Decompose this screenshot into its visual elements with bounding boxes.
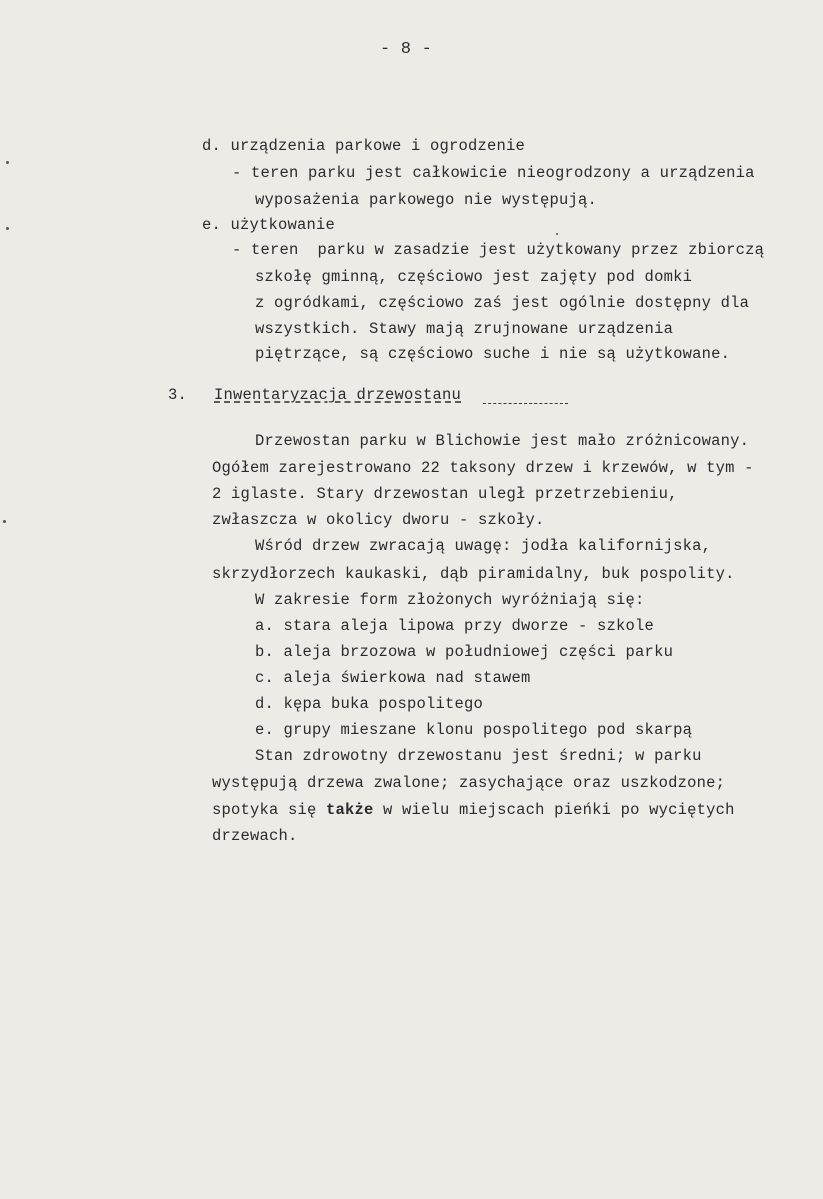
list-item: e. grupy mieszane klonu pospolitego pod skarpą	[255, 721, 693, 739]
body-line: zwłaszcza w okolicy dworu - szkoły.	[212, 511, 545, 529]
section-e-line: z ogródkami, częściowo zaś jest ogólnie dostępny dla	[255, 294, 750, 312]
body-line: skrzydłorzech kaukaski, dąb piramidalny, buk pospolity.	[212, 565, 735, 583]
body-line: 2 iglaste. Stary drzewostan uległ przetrzebieniu,	[212, 485, 678, 503]
body-line: Stan zdrowotny drzewostanu jest średni; w parku	[255, 747, 702, 765]
list-item: d. kępa buka pospolitego	[255, 695, 484, 713]
body-line: występują drzewa zwalone; zasychające oraz uszkodzone;	[212, 774, 726, 792]
list-item: b. aleja brzozowa w południowej części parku	[255, 643, 674, 661]
section-e-line: wszystkich. Stawy mają zrujnowane urządzenia	[255, 320, 674, 338]
margin-mark	[6, 227, 9, 230]
margin-mark	[556, 233, 558, 235]
section-d-title: d. urządzenia parkowe i ogrodzenie	[202, 137, 526, 155]
body-line: Drzewostan parku w Blichowie jest mało zróżnicowany.	[255, 432, 750, 450]
margin-mark	[6, 161, 9, 164]
body-text: w wielu miejscach pieńki po wyciętych	[373, 801, 735, 819]
margin-mark	[3, 520, 6, 523]
heading-underline	[483, 403, 568, 404]
section-d-line: - teren parku jest całkowicie nieogrodzony a urządzenia	[232, 164, 755, 182]
body-line: Ogółem zarejestrowano 22 taksony drzew i krzewów, w tym -	[212, 459, 754, 477]
page-number: - 8 -	[380, 40, 433, 59]
body-line	[212, 801, 735, 819]
body-text: spotyka się	[212, 801, 327, 819]
list-item: a. stara aleja lipowa przy dworze - szkole	[255, 617, 655, 635]
section-e-line: piętrzące, są częściowo suche i nie są użytkowane.	[255, 345, 731, 363]
section-3-number: 3.	[168, 386, 188, 404]
list-item: c. aleja świerkowa nad stawem	[255, 669, 531, 687]
body-line: W zakresie form złożonych wyróżniają się:	[255, 591, 645, 609]
section-3-title: Inwentaryzacja drzewostanu	[214, 386, 462, 404]
section-d-line: wyposażenia parkowego nie występują.	[255, 191, 598, 209]
section-e-title: e. użytkowanie	[202, 216, 336, 234]
body-text-bold: także	[326, 801, 374, 819]
body-line: drzewach.	[212, 827, 298, 845]
section-e-line: szkołę gminną, częściowo jest zajęty pod domki	[255, 268, 693, 286]
section-e-line: - teren parku w zasadzie jest użytkowany przez zbiorczą	[232, 241, 765, 259]
body-line: Wśród drzew zwracają uwagę: jodła kalifornijska,	[255, 537, 712, 555]
